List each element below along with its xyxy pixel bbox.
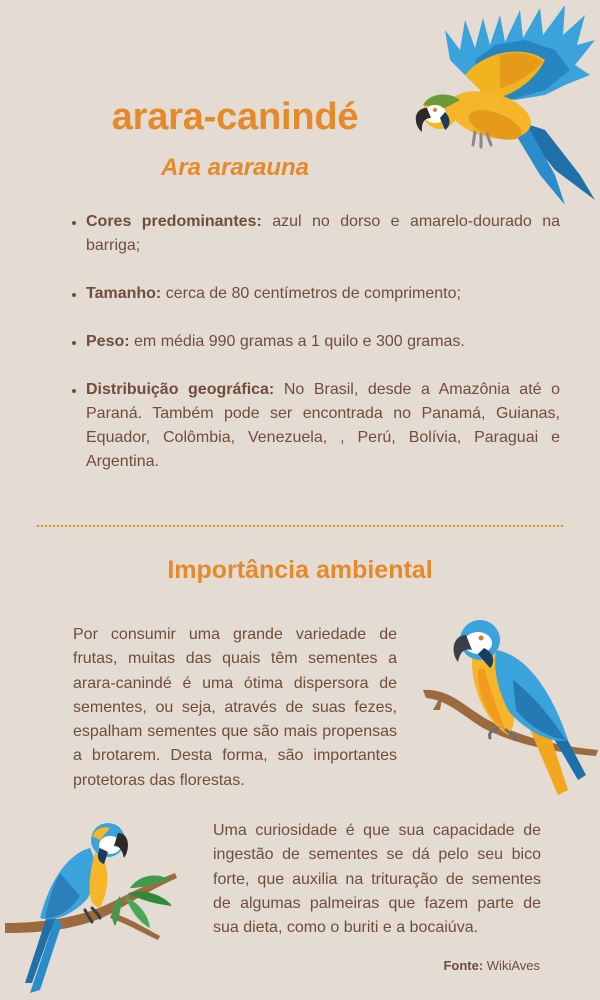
fact-item-size	[86, 282, 560, 306]
importance-paragraph: Por consumir uma grande variedade de frutas, muitas das quais têm sementes a arara-canindé é uma ótima dispersora de sementes, ou seja, através de suas fezes, espalham sementes que são mais propensas a brotarem. Desta forma, são importantes protetoras das florestas.	[73, 626, 397, 789]
page-title: arara-canindé	[111, 96, 359, 138]
flying-macaw-illustration	[405, 0, 600, 210]
scientific-name: Ara ararauna	[160, 154, 310, 181]
fact-item-distribution	[86, 378, 560, 474]
source-label: Fonte:	[443, 958, 484, 973]
fact-label: Tamanho:	[86, 285, 162, 302]
facts-list	[68, 210, 560, 498]
fact-text: azul no dorso e amarelo-dourado na barriga;	[86, 213, 561, 254]
fact-text: cerca de 80 centímetros de comprimento;	[161, 285, 461, 302]
dotted-divider	[37, 525, 563, 527]
perched-macaw-with-leaves-illustration	[0, 818, 190, 1000]
fact-text: No Brasil, desde a Amazônia até o Paraná. Também pode ser encontrada no Panamá, Guianas, Equador, Colômbia, Venezuela, , Perú, Bolívia, Paraguai e Argentina.	[86, 381, 560, 470]
source-value: WikiAves	[483, 958, 540, 973]
fact-item-weight	[86, 330, 560, 354]
fact-label: Distribuição geográfica:	[86, 381, 275, 398]
fact-label: Peso:	[86, 333, 130, 350]
fact-label: Cores predominantes:	[86, 213, 262, 230]
section-title: Importância ambiental	[167, 556, 433, 584]
fact-item-colors	[86, 210, 560, 258]
perched-macaw-illustration	[418, 610, 600, 800]
fact-text: em média 990 gramas a 1 quilo e 300 gramas.	[129, 333, 465, 350]
source-credit	[380, 958, 540, 973]
curiosity-paragraph: Uma curiosidade é que sua capacidade de ingestão de sementes se dá pelo seu bico forte, que auxilia na trituração de sementes de algumas palmeiras que fazem parte de sua dieta, como o buriti e a bocaiúva.	[213, 822, 541, 937]
